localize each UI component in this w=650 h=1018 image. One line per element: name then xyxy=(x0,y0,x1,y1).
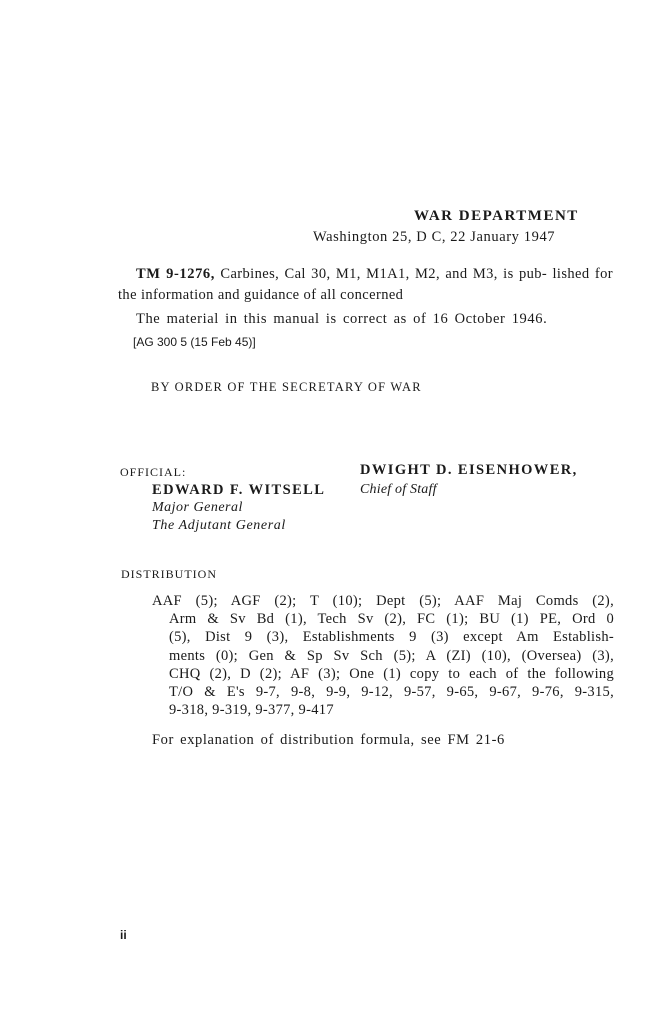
intro-paragraph xyxy=(118,264,613,306)
distribution-line: T/O & E's 9-7, 9-8, 9-9, 9-12, 9-57, 9-65, 9-67, 9-76, 9-315, xyxy=(169,684,614,701)
intro-line1: Carbines, Cal 30, M1, M1A1, M2, and M3, is pub- xyxy=(220,266,548,282)
material-note: The material in this manual is correct as of 16 October 1946. xyxy=(136,311,548,327)
distribution-label: DISTRIBUTION xyxy=(121,567,217,581)
distribution-line: ments (0); Gen & Sp Sv Sch (5); A (ZI) (10), (Oversea) (3), xyxy=(169,647,614,664)
official-name: EDWARD F. WITSELL xyxy=(152,482,326,498)
ag-reference: [AG 300 5 (15 Feb 45)] xyxy=(133,335,256,349)
distribution-line: AAF (5); AGF (2); T (10); Dept (5); AAF Maj Comds (2), xyxy=(152,593,614,609)
distribution-explanation: For explanation of distribution formula, see FM 21-6 xyxy=(152,732,505,748)
tm-number: TM 9-1276, xyxy=(136,266,216,282)
distribution-line: CHQ (2), D (2); AF (3); One (1) copy to each of the following xyxy=(169,665,614,682)
official-label: OFFICIAL: xyxy=(120,465,187,479)
order-line: BY ORDER OF THE SECRETARY OF WAR xyxy=(151,380,422,394)
distribution-line: Arm & Sv Bd (1), Tech Sv (2), FC (1); BU (1) PE, Ord 0 xyxy=(169,611,614,628)
official-rank: Major General xyxy=(152,500,243,515)
distribution-line: (5), Dist 9 (3), Establishments 9 (3) except Am Establish- xyxy=(169,629,614,646)
distribution-list xyxy=(152,592,614,719)
distribution-line: 9-318, 9-319, 9-377, 9-417 xyxy=(169,702,334,719)
chief-name: DWIGHT D. EISENHOWER, xyxy=(360,462,578,478)
official-title: The Adjutant General xyxy=(152,518,286,533)
dateline: Washington 25, D C, 22 January 1947 xyxy=(313,229,556,245)
intro-line2: lished for the information and guidance of all concerned xyxy=(118,266,613,303)
department-heading: WAR DEPARTMENT xyxy=(414,208,579,224)
page-number: ii xyxy=(120,928,127,942)
chief-title: Chief of Staff xyxy=(360,482,437,497)
